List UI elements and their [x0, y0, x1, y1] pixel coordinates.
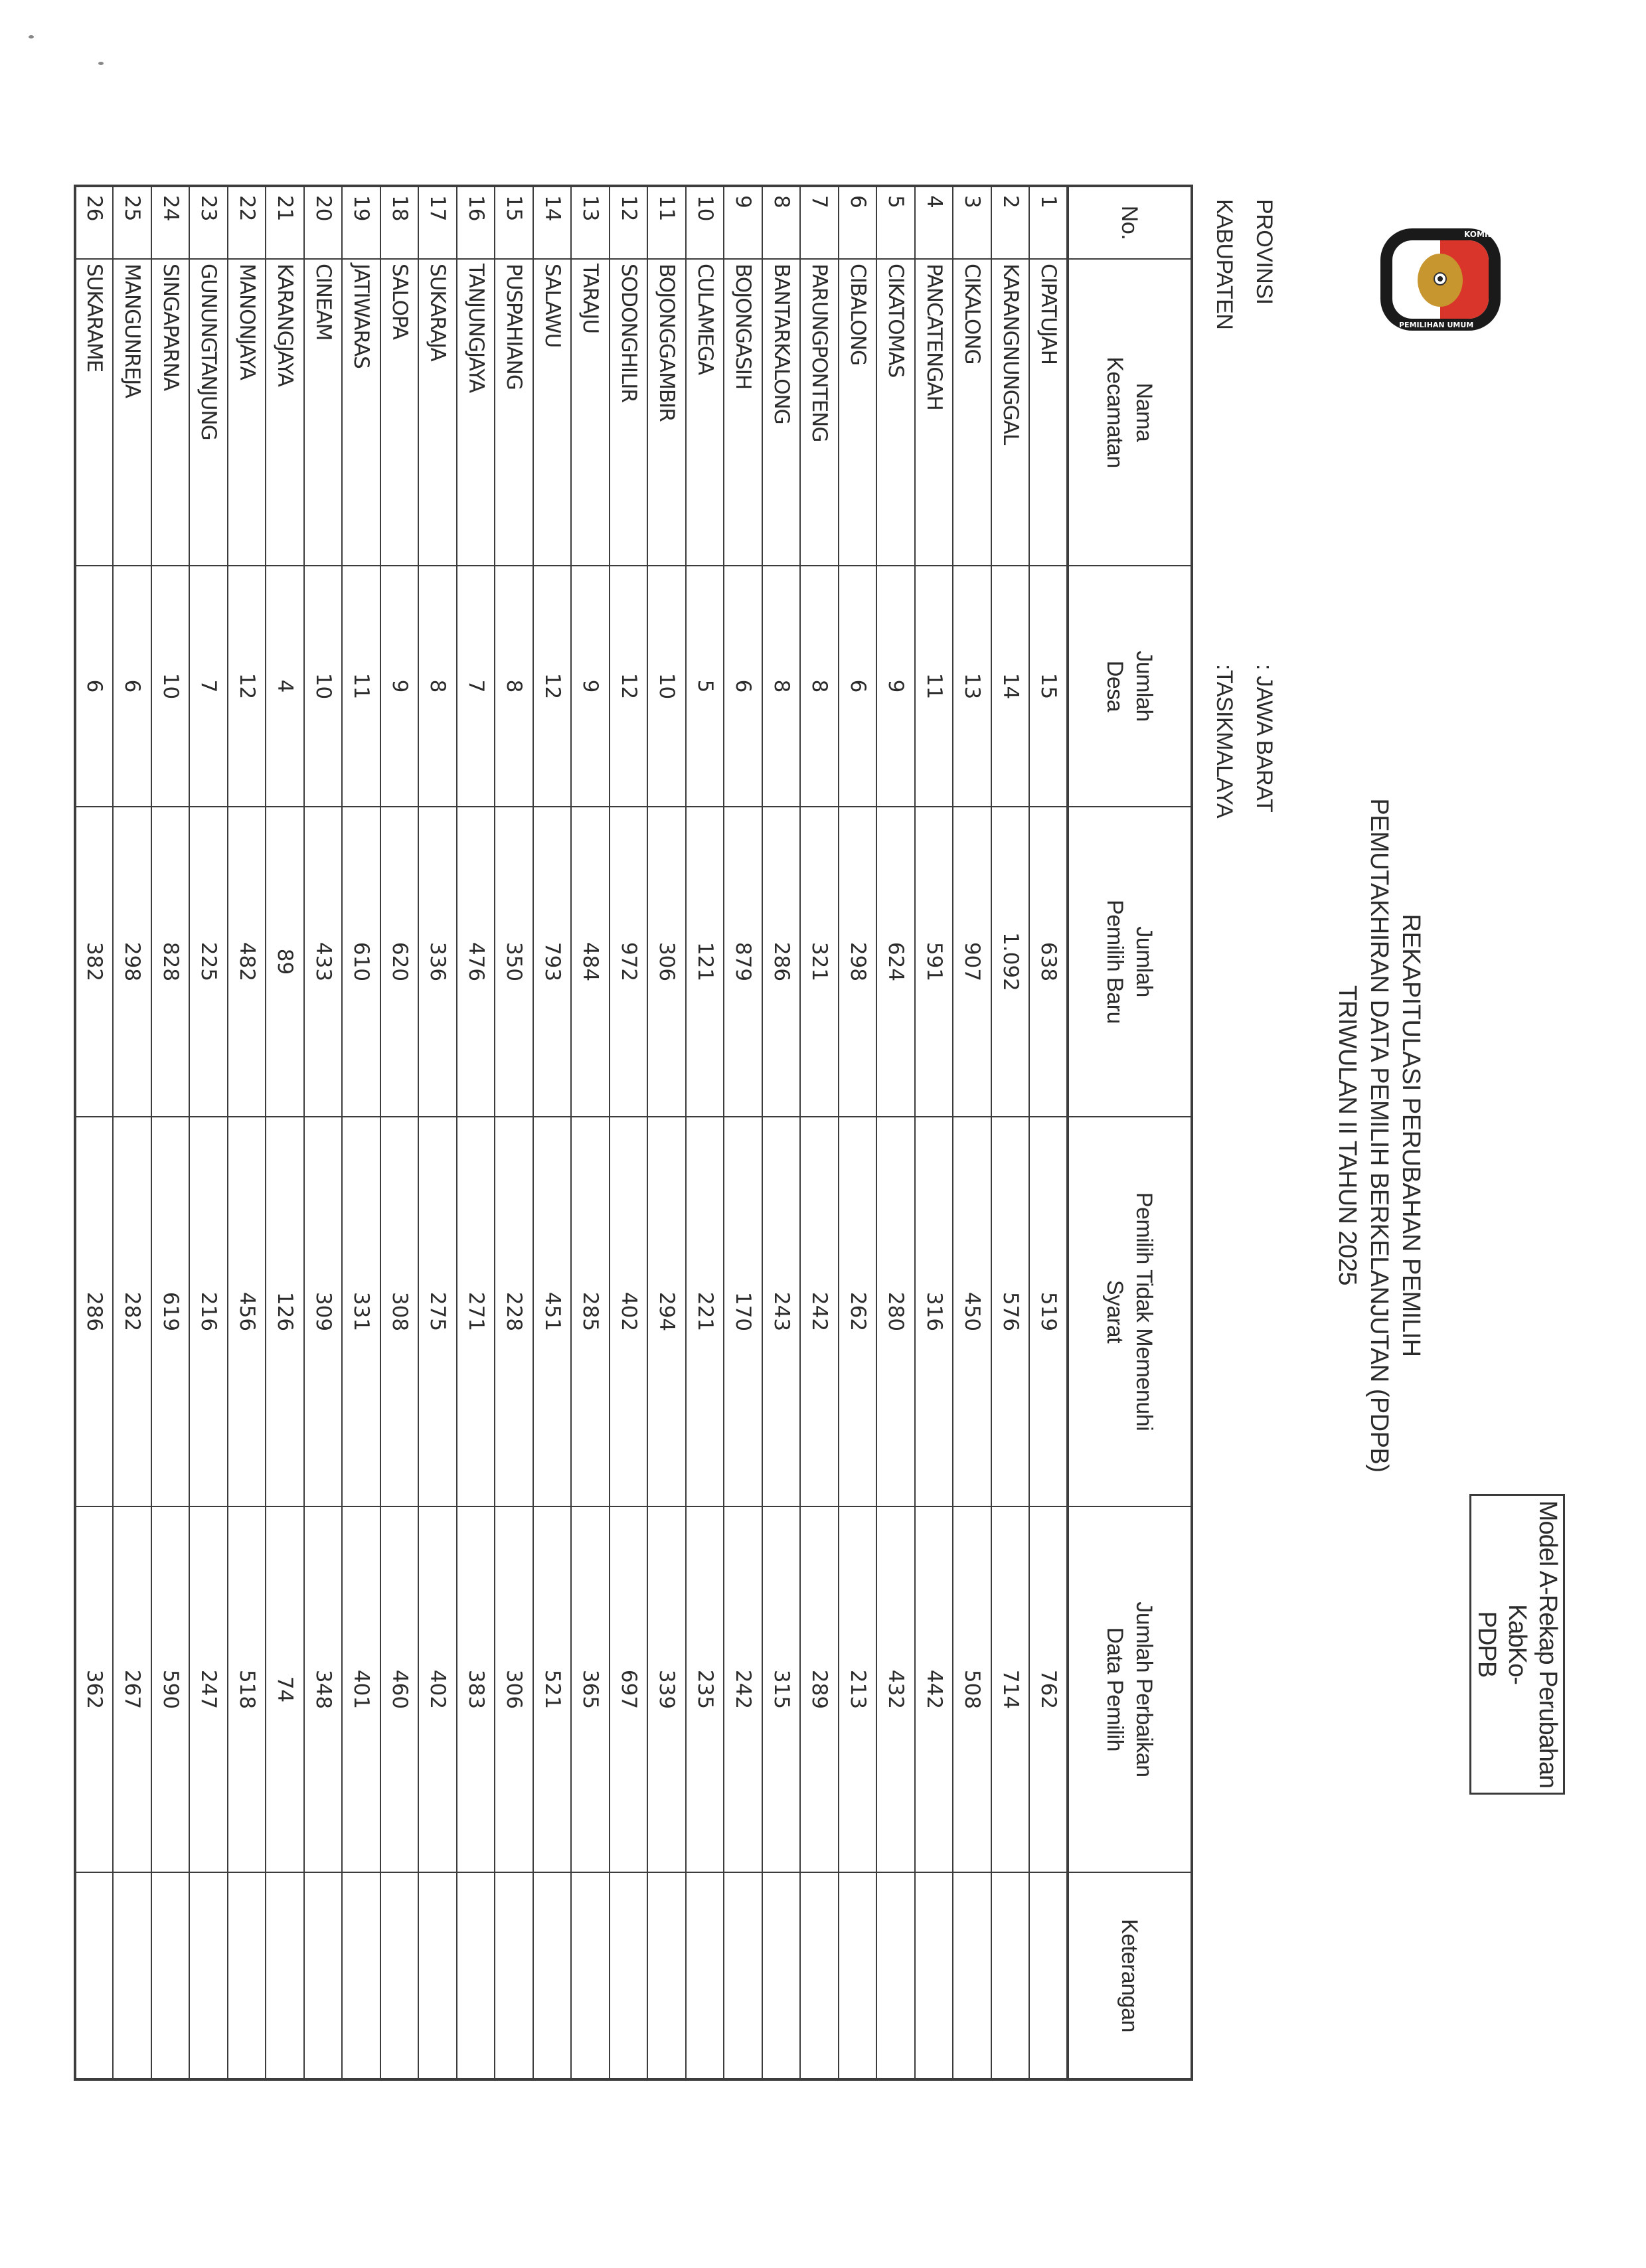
jumlah-desa-cell: 4	[266, 566, 305, 807]
jumlah-perbaikan-cell: 362	[75, 1506, 114, 1872]
form-model-line-2: PDPB	[1473, 1611, 1501, 1678]
kecamatan-name-cell: CIPATUJAH	[1030, 259, 1068, 566]
row-number-cell: 4	[915, 186, 953, 259]
jumlah-perbaikan-cell: 289	[801, 1506, 839, 1872]
keterangan-cell	[877, 1872, 916, 2079]
jumlah-pemilih-baru-cell: 638	[1030, 807, 1068, 1117]
jumlah-pemilih-baru-cell: 620	[380, 807, 419, 1117]
pemilih-tms-cell: 242	[801, 1117, 839, 1506]
row-number-cell: 3	[953, 186, 992, 259]
jumlah-desa-cell: 10	[304, 566, 343, 807]
jumlah-desa-cell: 11	[343, 566, 381, 807]
row-number-cell: 10	[686, 186, 724, 259]
header-jumlah-perbaikan: Jumlah Perbaikan Data Pemilih	[1068, 1506, 1192, 1872]
keterangan-cell	[419, 1872, 457, 2079]
jumlah-pemilih-baru-cell: 879	[724, 807, 763, 1117]
kecamatan-name-cell: SALAWU	[533, 259, 572, 566]
pemilih-tms-cell: 285	[572, 1117, 610, 1506]
keterangan-cell	[533, 1872, 572, 2079]
jumlah-pemilih-baru-cell: 476	[457, 807, 495, 1117]
table-row	[572, 186, 610, 2079]
scan-speck	[98, 62, 104, 65]
title-line-3: TRIWULAN II TAHUN 2025	[1333, 985, 1361, 1286]
jumlah-perbaikan-cell: 460	[380, 1506, 419, 1872]
kpu-logo-icon	[1379, 227, 1502, 332]
pemilih-tms-cell: 308	[380, 1117, 419, 1506]
jumlah-perbaikan-cell: 348	[304, 1506, 343, 1872]
jumlah-perbaikan-cell: 518	[228, 1506, 266, 1872]
table-row	[304, 186, 343, 2079]
header-jumlah-desa: Jumlah Desa	[1068, 566, 1192, 807]
keterangan-cell	[762, 1872, 801, 2079]
jumlah-perbaikan-cell: 247	[190, 1506, 228, 1872]
jumlah-pemilih-baru-cell: 433	[304, 807, 343, 1117]
jumlah-pemilih-baru-cell: 793	[533, 807, 572, 1117]
jumlah-pemilih-baru-cell: 121	[686, 807, 724, 1117]
kecamatan-name-cell: SUKARAJA	[419, 259, 457, 566]
header-no: No.	[1068, 186, 1192, 259]
table-row	[266, 186, 305, 2079]
logo-text-pemilihan: PEMILIHAN UMUM	[1399, 321, 1474, 329]
table-row	[190, 186, 228, 2079]
pemilih-tms-cell: 450	[953, 1117, 992, 1506]
pemilih-tms-cell: 309	[304, 1117, 343, 1506]
jumlah-perbaikan-cell: 306	[495, 1506, 534, 1872]
pemilih-tms-cell: 316	[915, 1117, 953, 1506]
jumlah-perbaikan-cell: 508	[953, 1506, 992, 1872]
keterangan-cell	[380, 1872, 419, 2079]
form-model-box	[1469, 1494, 1565, 1795]
scan-speck	[29, 35, 34, 39]
form-model-line-1: Model A-Rekap Perubahan KabKo-	[1503, 1500, 1562, 1789]
keterangan-cell	[114, 1872, 152, 2079]
jumlah-perbaikan-cell: 242	[724, 1506, 763, 1872]
jumlah-perbaikan-cell: 432	[877, 1506, 916, 1872]
kecamatan-name-cell: SODONGHILIR	[610, 259, 648, 566]
jumlah-perbaikan-cell: 402	[419, 1506, 457, 1872]
keterangan-cell	[343, 1872, 381, 2079]
row-number-cell: 11	[648, 186, 687, 259]
row-number-cell: 9	[724, 186, 763, 259]
jumlah-desa-cell: 7	[457, 566, 495, 807]
table-row	[1030, 186, 1068, 2079]
keterangan-cell	[572, 1872, 610, 2079]
jumlah-desa-cell: 15	[1030, 566, 1068, 807]
jumlah-desa-cell: 8	[801, 566, 839, 807]
keterangan-cell	[724, 1872, 763, 2079]
table-row	[991, 186, 1030, 2079]
keterangan-cell	[151, 1872, 190, 2079]
jumlah-desa-cell: 9	[572, 566, 610, 807]
jumlah-pemilih-baru-cell: 350	[495, 807, 534, 1117]
kabupaten-label: KABUPATEN	[1212, 199, 1237, 330]
jumlah-pemilih-baru-cell: 89	[266, 807, 305, 1117]
table-body	[75, 186, 1068, 2079]
keterangan-cell	[457, 1872, 495, 2079]
jumlah-perbaikan-cell: 762	[1030, 1506, 1068, 1872]
jumlah-desa-cell: 5	[686, 566, 724, 807]
kecamatan-name-cell: MANONJAYA	[228, 259, 266, 566]
pemilih-tms-cell: 262	[839, 1117, 877, 1506]
kecamatan-name-cell: MANGUNREJA	[114, 259, 152, 566]
provinsi-value: : JAWA BARAT	[1252, 664, 1277, 813]
keterangan-cell	[190, 1872, 228, 2079]
jumlah-desa-cell: 6	[114, 566, 152, 807]
keterangan-cell	[648, 1872, 687, 2079]
jumlah-perbaikan-cell: 521	[533, 1506, 572, 1872]
row-number-cell: 23	[190, 186, 228, 259]
kecamatan-name-cell: SALOPA	[380, 259, 419, 566]
table-row	[915, 186, 953, 2079]
kecamatan-name-cell: GUNUNGTANJUNG	[190, 259, 228, 566]
jumlah-desa-cell: 9	[380, 566, 419, 807]
jumlah-pemilih-baru-cell: 972	[610, 807, 648, 1117]
pemilih-tms-cell: 576	[991, 1117, 1030, 1506]
pemilih-tms-cell: 402	[610, 1117, 648, 1506]
header-keterangan: Keterangan	[1068, 1872, 1192, 2079]
pemilih-tms-cell: 619	[151, 1117, 190, 1506]
kecamatan-name-cell: JATIWARAS	[343, 259, 381, 566]
jumlah-desa-cell: 6	[75, 566, 114, 807]
jumlah-pemilih-baru-cell: 336	[419, 807, 457, 1117]
jumlah-pemilih-baru-cell: 484	[572, 807, 610, 1117]
keterangan-cell	[1030, 1872, 1068, 2079]
table-row	[114, 186, 152, 2079]
jumlah-pemilih-baru-cell: 624	[877, 807, 916, 1117]
kecamatan-name-cell: CIKALONG	[953, 259, 992, 566]
row-number-cell: 19	[343, 186, 381, 259]
jumlah-desa-cell: 8	[419, 566, 457, 807]
pemilih-tms-cell: 331	[343, 1117, 381, 1506]
kecamatan-name-cell: KARANGNUNGGAL	[991, 259, 1030, 566]
jumlah-pemilih-baru-cell: 382	[75, 807, 114, 1117]
kecamatan-name-cell: TANJUNGJAYA	[457, 259, 495, 566]
pemilih-tms-cell: 228	[495, 1117, 534, 1506]
jumlah-desa-cell: 8	[495, 566, 534, 807]
provinsi-label: PROVINSI	[1252, 199, 1277, 305]
header-nama-kecamatan: Nama Kecamatan	[1068, 259, 1192, 566]
keterangan-cell	[686, 1872, 724, 2079]
jumlah-pemilih-baru-cell: 286	[762, 807, 801, 1117]
jumlah-desa-cell: 8	[762, 566, 801, 807]
jumlah-perbaikan-cell: 365	[572, 1506, 610, 1872]
jumlah-pemilih-baru-cell: 591	[915, 807, 953, 1117]
table-row	[877, 186, 916, 2079]
table-row	[839, 186, 877, 2079]
kecamatan-name-cell: BOJONGGAMBIR	[648, 259, 687, 566]
kecamatan-name-cell: CULAMEGA	[686, 259, 724, 566]
kabupaten-value: :TASIKMALAYA	[1212, 664, 1237, 819]
header-pemilih-tms: Pemilih Tidak Memenuhi Syarat	[1068, 1117, 1192, 1506]
table-row	[801, 186, 839, 2079]
row-number-cell: 26	[75, 186, 114, 259]
kecamatan-name-cell: SINGAPARNA	[151, 259, 190, 566]
jumlah-pemilih-baru-cell: 225	[190, 807, 228, 1117]
title-line-2: PEMUTAKHIRAN DATA PEMILIH BERKELANJUTAN (PDPB)	[1365, 798, 1393, 1473]
kecamatan-name-cell: CIBALONG	[839, 259, 877, 566]
jumlah-desa-cell: 12	[228, 566, 266, 807]
table-header-row	[1068, 186, 1192, 2079]
jumlah-perbaikan-cell: 383	[457, 1506, 495, 1872]
row-number-cell: 12	[610, 186, 648, 259]
keterangan-cell	[266, 1872, 305, 2079]
jumlah-perbaikan-cell: 213	[839, 1506, 877, 1872]
table-row	[419, 186, 457, 2079]
jumlah-perbaikan-cell: 401	[343, 1506, 381, 1872]
keterangan-cell	[228, 1872, 266, 2079]
table-row	[151, 186, 190, 2079]
pemilih-tms-cell: 271	[457, 1117, 495, 1506]
row-number-cell: 21	[266, 186, 305, 259]
jumlah-desa-cell: 7	[190, 566, 228, 807]
jumlah-desa-cell: 11	[915, 566, 953, 807]
document-title	[1331, 764, 1427, 1507]
jumlah-perbaikan-cell: 714	[991, 1506, 1030, 1872]
jumlah-perbaikan-cell: 442	[915, 1506, 953, 1872]
kecamatan-name-cell: PANCATENGAH	[915, 259, 953, 566]
row-number-cell: 6	[839, 186, 877, 259]
jumlah-desa-cell: 6	[724, 566, 763, 807]
keterangan-cell	[915, 1872, 953, 2079]
row-number-cell: 22	[228, 186, 266, 259]
header-jumlah-pemilih-baru: Jumlah Pemilih Baru	[1068, 807, 1192, 1117]
jumlah-desa-cell: 6	[839, 566, 877, 807]
logo-text-komisi: KOMISI	[1464, 230, 1497, 239]
row-number-cell: 2	[991, 186, 1030, 259]
kecamatan-name-cell: TARAJU	[572, 259, 610, 566]
table-row	[343, 186, 381, 2079]
row-number-cell: 1	[1030, 186, 1068, 259]
jumlah-pemilih-baru-cell: 306	[648, 807, 687, 1117]
row-number-cell: 5	[877, 186, 916, 259]
jumlah-pemilih-baru-cell: 298	[839, 807, 877, 1117]
row-number-cell: 17	[419, 186, 457, 259]
keterangan-cell	[839, 1872, 877, 2079]
pemilih-tms-cell: 282	[114, 1117, 152, 1506]
jumlah-pemilih-baru-cell: 907	[953, 807, 992, 1117]
row-number-cell: 16	[457, 186, 495, 259]
kecamatan-name-cell: BOJONGASIH	[724, 259, 763, 566]
table-row	[762, 186, 801, 2079]
table-row	[648, 186, 687, 2079]
jumlah-perbaikan-cell: 590	[151, 1506, 190, 1872]
table-row	[75, 186, 114, 2079]
keterangan-cell	[610, 1872, 648, 2079]
jumlah-pemilih-baru-cell: 321	[801, 807, 839, 1117]
kecamatan-name-cell: BANTARKALONG	[762, 259, 801, 566]
row-number-cell: 13	[572, 186, 610, 259]
table-row	[724, 186, 763, 2079]
pemilih-tms-cell: 456	[228, 1117, 266, 1506]
pemilih-tms-cell: 275	[419, 1117, 457, 1506]
pemilih-tms-cell: 519	[1030, 1117, 1068, 1506]
jumlah-pemilih-baru-cell: 828	[151, 807, 190, 1117]
table-row	[380, 186, 419, 2079]
kecamatan-name-cell: KARANGJAYA	[266, 259, 305, 566]
row-number-cell: 15	[495, 186, 534, 259]
jumlah-perbaikan-cell: 697	[610, 1506, 648, 1872]
row-number-cell: 7	[801, 186, 839, 259]
kecamatan-name-cell: CINEAM	[304, 259, 343, 566]
table-row	[495, 186, 534, 2079]
jumlah-perbaikan-cell: 315	[762, 1506, 801, 1872]
row-number-cell: 14	[533, 186, 572, 259]
jumlah-perbaikan-cell: 267	[114, 1506, 152, 1872]
kecamatan-name-cell: PUSPAHIANG	[495, 259, 534, 566]
pemilih-tms-cell: 280	[877, 1117, 916, 1506]
row-number-cell: 25	[114, 186, 152, 259]
jumlah-perbaikan-cell: 235	[686, 1506, 724, 1872]
row-number-cell: 20	[304, 186, 343, 259]
keterangan-cell	[953, 1872, 992, 2079]
jumlah-pemilih-baru-cell: 610	[343, 807, 381, 1117]
title-line-1: REKAPITULASI PERUBAHAN PEMILIH	[1397, 914, 1425, 1357]
table-row	[533, 186, 572, 2079]
table-row	[610, 186, 648, 2079]
pemilih-tms-cell: 216	[190, 1117, 228, 1506]
jumlah-desa-cell: 12	[610, 566, 648, 807]
keterangan-cell	[991, 1872, 1030, 2079]
pemilih-tms-cell: 243	[762, 1117, 801, 1506]
recap-table	[74, 185, 1193, 2081]
kecamatan-name-cell: SUKARAME	[75, 259, 114, 566]
pemilih-tms-cell: 294	[648, 1117, 687, 1506]
jumlah-pemilih-baru-cell: 298	[114, 807, 152, 1117]
jumlah-perbaikan-cell: 339	[648, 1506, 687, 1872]
row-number-cell: 24	[151, 186, 190, 259]
jumlah-desa-cell: 14	[991, 566, 1030, 807]
jumlah-desa-cell: 12	[533, 566, 572, 807]
pemilih-tms-cell: 221	[686, 1117, 724, 1506]
jumlah-desa-cell: 13	[953, 566, 992, 807]
kecamatan-name-cell: CIKATOMAS	[877, 259, 916, 566]
keterangan-cell	[801, 1872, 839, 2079]
jumlah-perbaikan-cell: 74	[266, 1506, 305, 1872]
pemilih-tms-cell: 170	[724, 1117, 763, 1506]
jumlah-pemilih-baru-cell: 1.092	[991, 807, 1030, 1117]
jumlah-pemilih-baru-cell: 482	[228, 807, 266, 1117]
row-number-cell: 18	[380, 186, 419, 259]
table-row	[228, 186, 266, 2079]
table-row	[457, 186, 495, 2079]
kecamatan-name-cell: PARUNGPONTENG	[801, 259, 839, 566]
keterangan-cell	[75, 1872, 114, 2079]
jumlah-desa-cell: 10	[648, 566, 687, 807]
table-row	[686, 186, 724, 2079]
pemilih-tms-cell: 451	[533, 1117, 572, 1506]
pemilih-tms-cell: 126	[266, 1117, 305, 1506]
pemilih-tms-cell: 286	[75, 1117, 114, 1506]
jumlah-desa-cell: 9	[877, 566, 916, 807]
jumlah-desa-cell: 10	[151, 566, 190, 807]
row-number-cell: 8	[762, 186, 801, 259]
keterangan-cell	[495, 1872, 534, 2079]
keterangan-cell	[304, 1872, 343, 2079]
table-row	[953, 186, 992, 2079]
